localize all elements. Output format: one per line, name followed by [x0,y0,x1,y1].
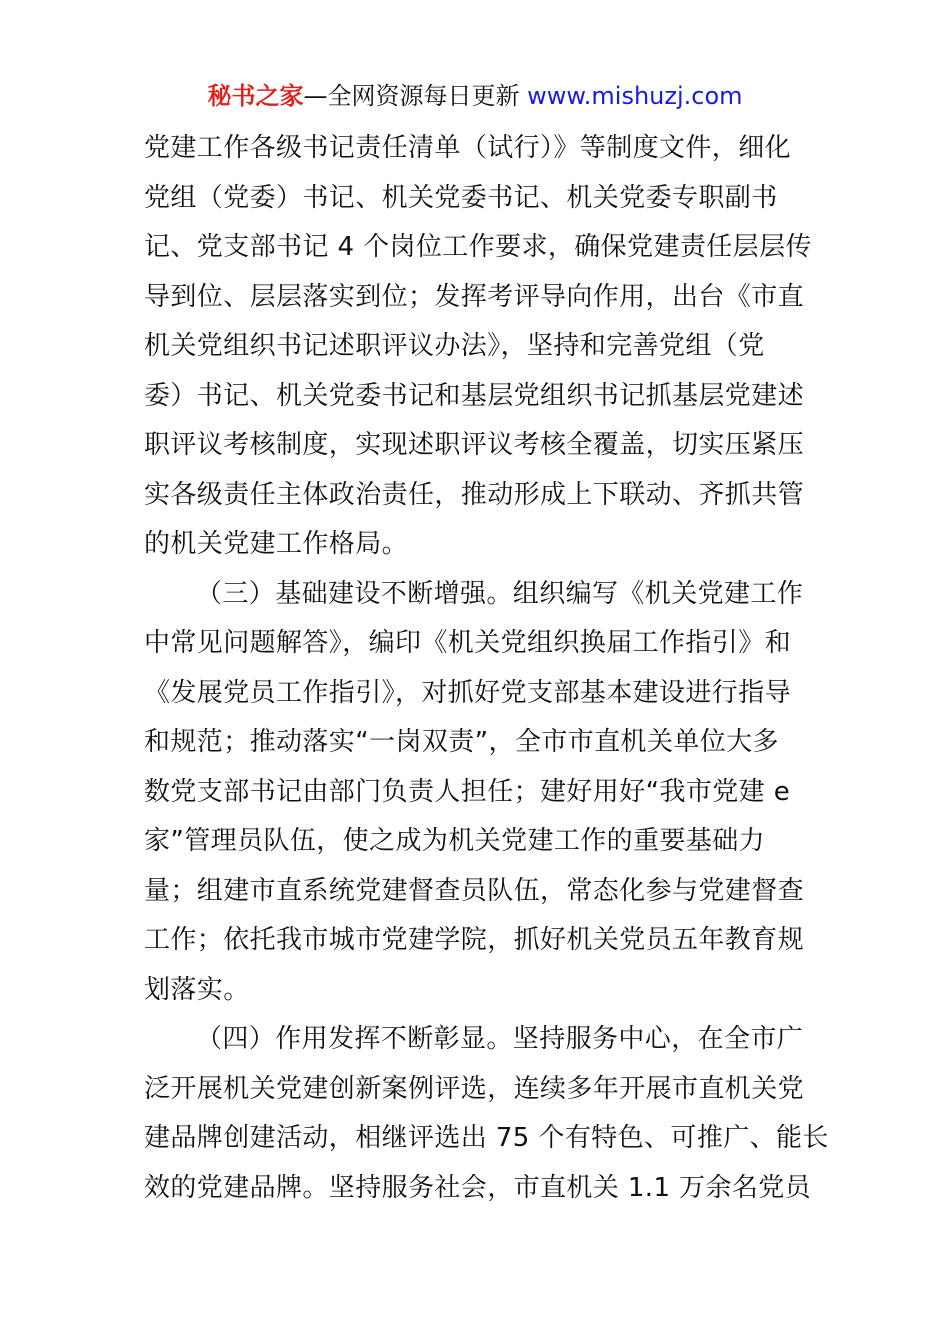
text-line: 效的党建品牌。坚持服务社会，市直机关 1.1 万余名党员 [144,1172,812,1203]
site-url-link[interactable]: www.mishuzj.com [527,82,743,110]
text-line: 数党支部书记由部门负责人担任；建好用好“我市党建 e [144,776,791,807]
text-line: 委）书记、机关党委书记和基层党组织书记抓基层党建述 [144,380,805,411]
site-tagline: —全网资源每日更新 [303,82,528,110]
text-line: 记、党支部书记 4 个岗位工作要求，确保党建责任层层传 [144,232,812,262]
section-heading-line: （四）作用发挥不断彰显。坚持服务中心，在全市广 [196,1024,804,1054]
text-line: 中常见问题解答》，编印《机关党组织换届工作指引》和 [144,628,792,658]
site-header [0,80,950,112]
text-line: 机关党组织书记述职评议办法》，坚持和完善党组（党 [144,331,765,361]
text-line: 建品牌创建活动，相继评选出 75 个有特色、可推广、能长 [144,1123,829,1153]
text-line: 导到位、层层落实到位；发挥考评导向作用，出台《市直 [144,281,805,312]
text-line: 党建工作各级书记责任清单（试行）》等制度文件，细化 [144,133,792,163]
text-line: 《发展党员工作指引》，对抓好党支部基本建设进行指导 [144,677,792,708]
site-brand: 秘书之家 [207,82,304,110]
section-heading-line: （三）基础建设不断增强。组织编写《机关党建工作 [196,578,804,609]
text-line: 实各级责任主体政治责任，推动形成上下联动、齐抓共管 [144,479,805,510]
text-line: 家”管理员队伍，使之成为机关党建工作的重要基础力 [144,826,766,856]
text-line: 党组（党委）书记、机关党委书记、机关党委专职副书 [144,182,778,213]
text-line: 和规范；推动落实“一岗双责”，全市市直机关单位大多 [144,727,779,757]
text-line: 量；组建市直系统党建督查员队伍，常态化参与党建督查 [144,875,805,906]
text-line: 划落实。 [144,974,250,1005]
text-line: 职评议考核制度，实现述职评议考核全覆盖，切实压紧压 [144,430,805,460]
text-line: 的机关党建工作格局。 [144,529,409,559]
text-line: 泛开展机关党建创新案例评选，连续多年开展市直机关党 [144,1073,805,1104]
document-body [144,124,829,1213]
text-line: 工作；依托我市城市党建学院，抓好机关党员五年教育规 [144,925,805,955]
